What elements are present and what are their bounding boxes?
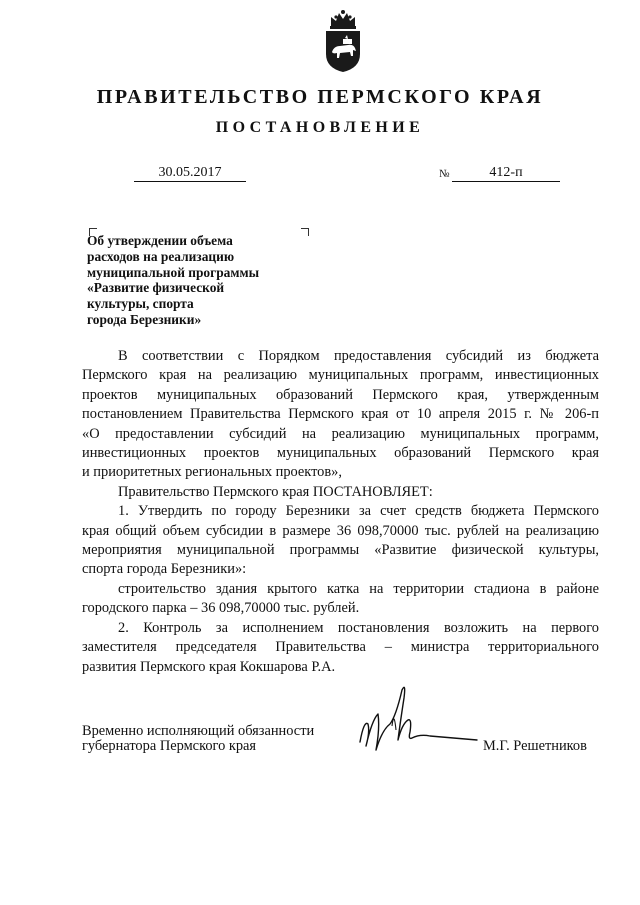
subject-line: муниципальной программы: [87, 264, 260, 280]
government-title: ПРАВИТЕЛЬСТВО ПЕРМСКОГО КРАЯ: [96, 86, 544, 108]
body-line: Правительство Пермского края ПОСТАНОВЛЯЕТ:: [118, 483, 433, 500]
body-line: мероприятия муниципальной программы «Развитие физической культуры,: [82, 542, 599, 559]
body-line: спорта города Березники»:: [82, 561, 247, 578]
body-line: постановлением Правительства Пермского края от 10 апреля 2015 г. № 206-п: [82, 406, 599, 423]
body-line: и приоритетных региональных проектов»,: [82, 464, 342, 481]
document-type: ПОСТАНОВЛЕНИЕ: [215, 119, 425, 136]
body-line: 2. Контроль за исполнением постановления возложить на первого: [118, 619, 599, 636]
paragraph-item-1-detail: [82, 580, 599, 619]
number-sign: №: [439, 168, 450, 180]
subject-line: города Березники»: [87, 311, 202, 327]
body-line: заместителя председателя Правительства – министра территориального: [82, 639, 599, 656]
body-line: строительство здания крытого катка на территории стадиона в районе: [118, 580, 599, 597]
document-body: [82, 347, 599, 677]
signatory-position: [82, 724, 314, 754]
subject-line: Об утверждении объема: [87, 233, 233, 248]
body-line: 1. Утвердить по городу Березники за счет средств бюджета Пермского: [118, 503, 599, 520]
coat-of-arms-icon: [318, 8, 368, 74]
handwritten-signature-icon: [352, 680, 482, 760]
document-number: 412-п: [452, 165, 560, 182]
paragraph-item-1: [82, 502, 599, 580]
paragraph-item-2: [82, 619, 599, 677]
body-line: городского парка – 36 098,70000 тыс. рублей.: [82, 600, 360, 617]
body-line: края общий объем субсидии в размере 36 098,70000 тыс. рублей на реализацию: [82, 522, 599, 539]
body-line: проектов муниципальных образований Пермского края, утвержденным: [82, 386, 599, 403]
signatory-name: М.Г. Решетников: [483, 738, 587, 754]
position-line: губернатора Пермского края: [82, 738, 257, 754]
paragraph-preamble: [82, 347, 599, 483]
position-line: Временно исполняющий обязанности: [82, 723, 315, 739]
body-line: «О предоставлении субсидий на реализацию муниципальных программ,: [82, 425, 599, 442]
paragraph-resolves: [82, 483, 599, 502]
document-subject: [87, 233, 307, 328]
body-line: Пермского края на реализацию муниципальных программ, инвестиционных: [82, 367, 599, 384]
body-line: В соответствии с Порядком предоставления субсидий из бюджета: [118, 348, 599, 364]
body-line: развития Пермского края Кокшарова Р.А.: [82, 658, 336, 675]
body-line: инвестиционных проектов муниципальных образований Пермского края: [82, 445, 599, 462]
subject-line: культуры, спорта: [87, 296, 194, 312]
subject-line: расходов на реализацию: [87, 248, 235, 264]
subject-line: «Развитие физической: [87, 280, 225, 296]
document-date: 30.05.2017: [134, 165, 246, 182]
